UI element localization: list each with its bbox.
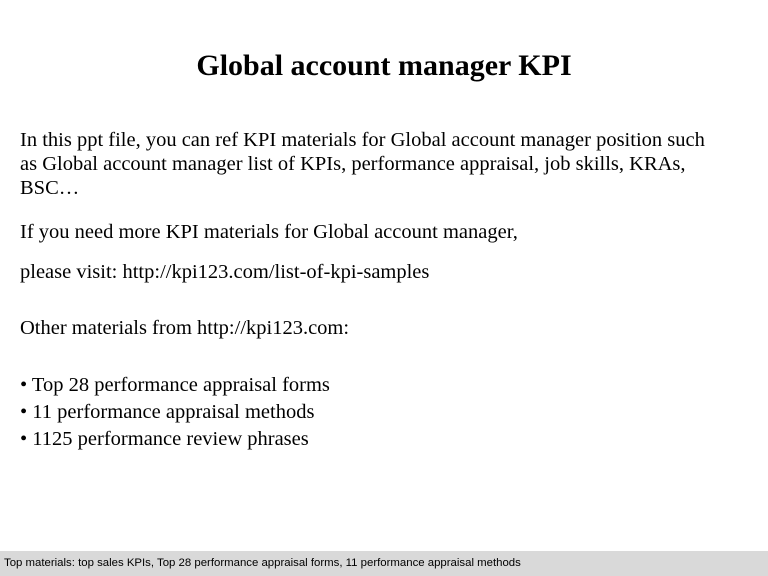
visit-line: [20, 260, 750, 284]
materials-list: [20, 372, 330, 453]
footer-text: Top materials: top sales KPIs, Top 28 performance appraisal forms, 11 performance appraisal methods: [4, 557, 521, 569]
other-materials-heading: Other materials from http://kpi123.com:: [20, 317, 350, 339]
intro-line: as Global account manager list of KPIs, performance appraisal, job skills, KRAs,: [20, 153, 686, 175]
visit-prefix: please visit:: [20, 261, 123, 283]
list-item: • 1125 performance review phrases: [20, 428, 309, 450]
slide-title: Global account manager KPI: [196, 49, 572, 82]
list-item: • Top 28 performance appraisal forms: [20, 374, 330, 396]
visit-link[interactable]: http://kpi123.com/list-of-kpi-samples: [122, 261, 430, 283]
need-more-text: If you need more KPI materials for Global account manager,: [20, 221, 518, 243]
footer-bar: [0, 551, 768, 576]
list-item: • 11 performance appraisal methods: [20, 401, 315, 423]
intro-line: In this ppt file, you can ref KPI materials for Global account manager position such: [20, 129, 705, 151]
intro-line: BSC…: [20, 177, 80, 199]
intro-paragraph: [20, 128, 750, 200]
